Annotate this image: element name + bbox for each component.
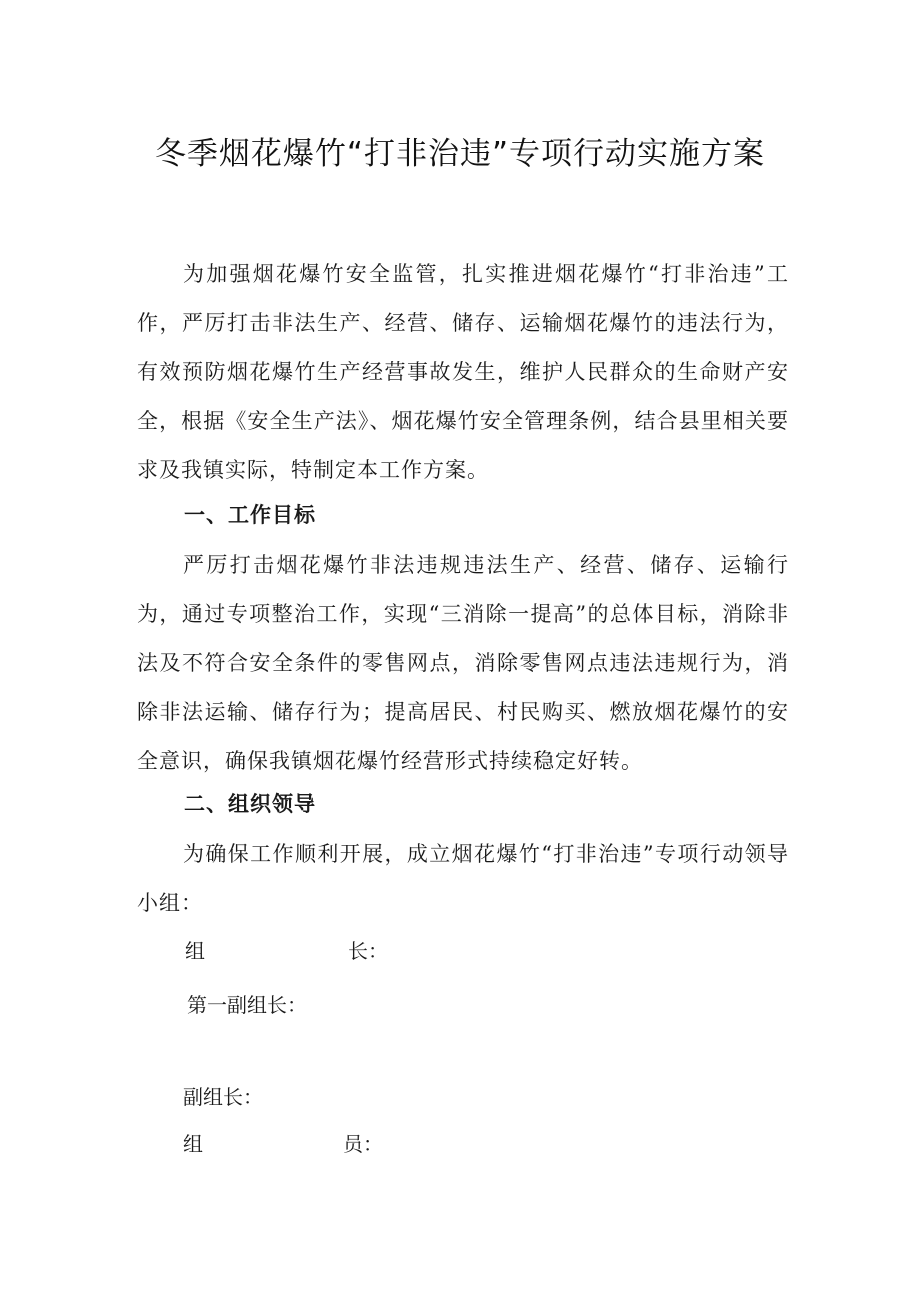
member-label-right: 员：	[343, 1132, 383, 1156]
organization-paragraph: 为确保工作顺利开展，成立烟花爆竹“打非治违”专项行动领导小组：	[137, 842, 789, 915]
intro-paragraph: 为加强烟花爆竹安全监管，扎实推进烟花爆竹“打非治违”工作，严厉打击非法生产、经营、储存、运输烟花爆竹的违法行为，有效预防烟花爆竹生产经营事故发生，维护人民群众的生命财产安全，根据《安全生产法》、烟花爆竹安全管理条例，结合县里相关要求及我镇实际，特制定本工作方案。	[137, 262, 789, 482]
first-deputy-leader-label: 第一副组长：	[187, 993, 307, 1017]
member-label-left: 组	[183, 1132, 203, 1156]
leader-label-right: 长：	[348, 939, 388, 963]
section-heading-organization: 二、组织领导	[184, 792, 316, 816]
section-heading-goals: 一、工作目标	[184, 503, 316, 527]
deputy-leader-label: 副组长：	[183, 1085, 263, 1109]
goals-paragraph: 严厉打击烟花爆竹非法违规违法生产、经营、储存、运输行为，通过专项整治工作，实现“三消除一提高”的总体目标，消除非法及不符合安全条件的零售网点，消除零售网点违法违规行为，消除非法运输、储存行为；提高居民、村民购买、燃放烟花爆竹的安全意识，确保我镇烟花爆竹经营形式持续稳定好转。	[137, 553, 789, 773]
document-title: 冬季烟花爆竹“打非治违”专项行动实施方案	[154, 136, 766, 172]
leader-label-left: 组	[185, 939, 205, 963]
